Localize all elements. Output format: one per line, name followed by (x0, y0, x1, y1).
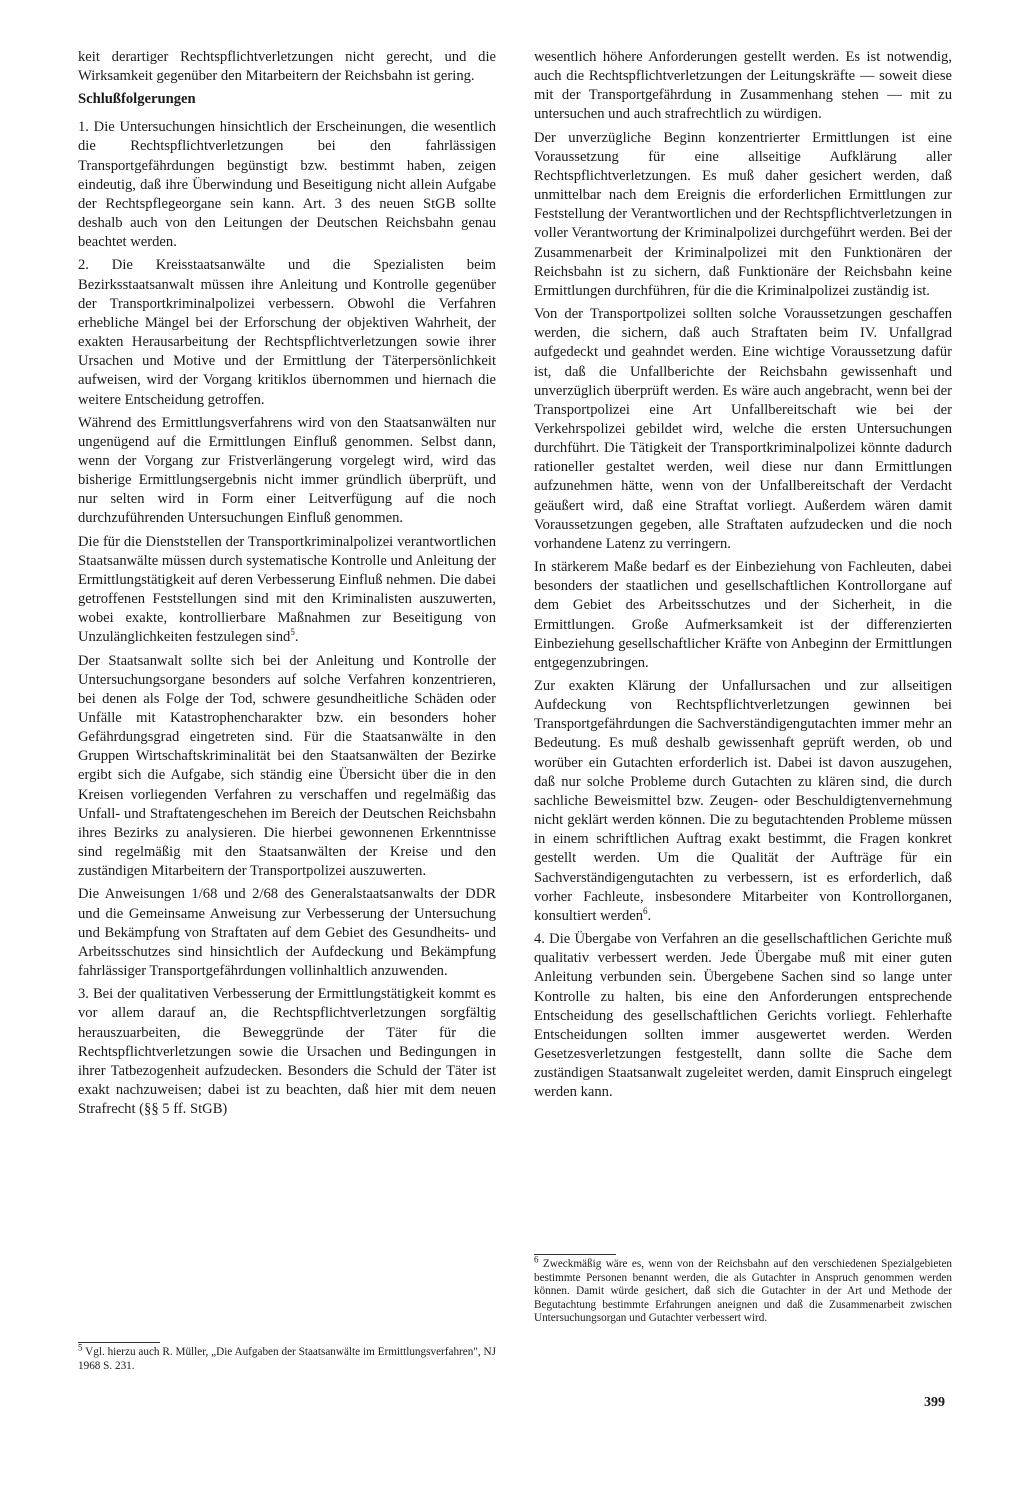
footnote-text: Vgl. hierzu auch R. Müller, „Die Aufgaben der Staatsanwälte im Ermittlungsverfahren", NJ 1968 S. 231. (78, 1346, 496, 1372)
paragraph: In stärkerem Maße bedarf es der Einbeziehung von Fachleuten, dabei besonders der staatlichen und gesellschaftlichen Kontrollorgane auf dem Gebiet des Arbeitsschutzes und der Sicherheit, in die Ermittlungen. Große Aufmerksamkeit ist der differenzierten Einbeziehung gesellschaftlicher Kräfte von Anbeginn der Ermittlungen entgegenzubringen. (534, 559, 952, 671)
footnote-divider (78, 1342, 160, 1343)
paragraph-point-3: 3. Bei der qualitativen Verbesserung der Ermittlungstätigkeit kommt es vor allem darauf an, die Rechtspflichtverletzungen sorgfältig herauszuarbeiten, die Beweggründe der Täter für die Rechtspflichtverletzungen sowie die Ursachen und Bedingungen in ihrer Tatbezogenheit aufzudecken. Besonders die Schuld der Täter ist exakt nachzuweisen; dabei ist zu beachten, daß hier mit dem neuen Strafrecht (§§ 5 ff. StGB) (78, 986, 496, 1118)
footnote-5 (78, 1342, 496, 1373)
paragraph: Die Anweisungen 1/68 und 2/68 des Generalstaatsanwalts der DDR und die Gemeinsame Anweisung zur Verbesserung der Untersuchung und Bekämpfung von Straftaten auf dem Gebiet des Gesundheits- und Arbeitsschutzes sind hinsichtlich der Aufdeckung und Bekämpfung fahrlässiger Transportgefährdungen vollinhaltlich anzuwenden. (78, 886, 496, 980)
footnote-divider (534, 1254, 616, 1255)
paragraph-point-4: 4. Die Übergabe von Verfahren an die gesellschaftlichen Gerichte muß qualitativ verbessert werden. Jede Übergabe muß mit einer guten Anleitung verbunden sein. Übergebene Sachen sind so lange unter Kontrolle zu halten, bis eine den Anforderungen entsprechende Entscheidung des gesellschaftlichen Gerichts vorliegt. Fehlerhafte Entscheidungen sollten immer ausgewertet werden. Werden Gesetzesverletzungen festgestellt, dann sollte die Sache dem zuständigen Staatsanwalt zugeleitet werden, damit Einspruch eingelegt werden kann. (534, 931, 952, 1101)
paragraph: Während des Ermittlungsverfahrens wird von den Staatsanwälten nur ungenügend auf die Ermittlungen Einfluß genommen. Selbst dann, wenn der Vorgang zur Fristverlängerung vorgelegt wird, wird das bisherige Ermittlungsergebnis nicht immer gründlich überprüft, und nur selten wird in Form einer Leitverfügung auf die noch durchzuführenden Untersuchungen Einfluß genommen. (78, 414, 496, 527)
footnote-ref-5: 5 (290, 627, 295, 638)
left-column (78, 48, 496, 1123)
paragraph: Der unverzügliche Beginn konzentrierter Ermittlungen ist eine Voraussetzung für eine allseitige Aufklärung aller Rechtspflichtverletzungen. Es muß daher gesichert werden, daß unmittelbar nach dem Ereignis die erforderlichen Ermittlungen zur Feststellung der Verantwortlichen und der Rechtspflichtverletzungen in voller Verantwortung der Kriminalpolizei durchgeführt werden. Bei der Zusammenarbeit der Kriminalpolizei mit den Funktionären der Reichsbahn ist zu sichern, daß Funktionäre der Reichsbahn keine Ermittlungen durchführen, für die die Kriminalpolizei zuständig ist. (534, 129, 952, 299)
paragraph: Von der Transportpolizei sollten solche Voraussetzungen geschaffen werden, die sichern, daß auch Straftaten beim IV. Unfallgrad aufgedeckt und geahndet werden. Eine wichtige Voraussetzung dafür ist, daß die Unfallberichte der Reichsbahn gewissenhaft und unverzüglich überprüft werden. Es wäre auch angebracht, wenn bei der Transportpolizei eine Art Unfallbereitschaft wie bei der Verkehrspolizei gebildet wird, welche die ersten Untersuchungen durchführt. Die Tätigkeit der Transportkriminalpolizei könnte dadurch rationeller gestaltet werden, weil diese nur dann Ermittlungen aufzunehmen hätte, wenn von der Unfallbereitschaft der Verdacht geäußert wird, daß eine Straftat vorliegt. Außerdem wären damit Voraussetzungen gegeben, alle Straftaten aufzudecken und die noch vorhandene Latenz zu verringern. (534, 306, 952, 552)
paragraph-continuation: keit derartiger Rechtspflichtverletzungen nicht gerecht, und die Wirksamkeit gegenüber den Mitarbeitern der Reichsbahn ist gering. (78, 49, 496, 85)
paragraph-text: Zur exakten Klärung der Unfallursachen und zur allseitigen Aufdeckung von Rechtspflichtverletzungen gewinnen bei Transportgefährdungen die Sachverständigengutachten immer mehr an Bedeutung. Es muß deshalb gewissenhaft geprüft werden, ob und worüber ein Gutachten erforderlich ist. Dabei ist davon auszugehen, daß nur solche Probleme durch Gutachten zu klären sind, die durch sachliche Beweismittel bzw. Zeugen- oder Beschuldigtenvernehmung nicht geklärt werden können. Die zu begutachtenden Probleme müssen in einem schriftlichen Auftrag exakt bestimmt, die Fragen konkret gestellt werden. Um die Qualität der Aufträge für ein Sachverständigengutachten zu verbessern, ist es erforderlich, daß vorher Fachleute, insbesondere Mitarbeiter von Kontrollorganen, konsultiert werden (534, 678, 952, 924)
paragraph-with-footnote-ref: Die für die Dienststellen der Transportkriminalpolizei verantwortlichen Staatsanwälte müssen durch systematische Kontrolle und Anleitung der Ermittlungstätigkeit auf deren Verbesserung Einfluß nehmen. Die dabei getroffenen Feststellungen sind mit den Kriminalisten auszuwerten, wobei exakte, kontrollierbare Maßnahmen zur Beseitigung von Unzulänglichkeiten festzulegen sind$^5$. (78, 533, 496, 646)
paragraph: Der Staatsanwalt sollte sich bei der Anleitung und Kontrolle der Untersuchungsorgane besonders auf solche Verfahren konzentrieren, bei denen als Folge der Tod, schwere gesundheitliche Schäden oder Unfälle mit Katastrophencharakter bzw. ein besonders hoher Gefährdungsgrad eingetreten sind. Für die Staatsanwälte in den Gruppen Wirtschaftskriminalität bei den Staatsanwälten der Bezirke ergibt sich die Aufgabe, sich ständig eine Übersicht über die in den Kreisen vorliegenden Verfahren zu verschaffen und regelmäßig das Unfall- und Straftatengeschehen im Bereich der Deutschen Reichsbahn ihres Bezirks zu analysieren. Die hierbei gewonnenen Erkenntnisse sind regelmäßig mit den Staatsanwälten der Kreise und den zuständigen Mitarbeitern der Transportpolizei auszuwerten. (78, 652, 496, 880)
footnote-text: Zweckmäßig wäre es, wenn von der Reichsbahn auf den verschiedenen Spezialgebieten bestimmte Personen benannt werden, die als Gutachter in Anspruch genommen werden können. Damit würde gesichert, daß sich die Gutachter in der Art und Methode der Begutachtung bestimmte Erfahrungen aneignen und daß die Zusammenarbeit zwischen Untersuchungsorgan und Gutachter verbessert wird. (534, 1258, 953, 1325)
paragraph-point-2: 2. Die Kreisstaatsanwälte und die Spezialisten beim Bezirksstaatsanwalt müssen ihre Anleitung und Kontrolle gegenüber der Transportkriminalpolizei verbessern. Obwohl die Verfahren erhebliche Mängel bei der Erforschung der objektiven Wahrheit, der exakten Herausarbeitung der Rechtspflichtverletzungen sowie ihrer Ursachen und Motive und der Ermittlung der Täterpersönlichkeit aufweisen, wird der Vorgang kritiklos übernommen und hiernach die weitere Entscheidung getroffen. (78, 257, 496, 408)
paragraph-text: Die für die Dienststellen der Transportkriminalpolizei verantwortlichen Staatsanwälte müssen durch systematische Kontrolle und Anleitung der Ermittlungstätigkeit auf deren Verbesserung Einfluß nehmen. Die dabei getroffenen Feststellungen sind mit den Kriminalisten auszuwerten, wobei exakte, kontrollierbare Maßnahmen zur Beseitigung von Unzulänglichkeiten festzulegen sind (78, 533, 496, 646)
paragraph-with-footnote-ref: Zur exakten Klärung der Unfallursachen und zur allseitigen Aufdeckung von Rechtspflichtverletzungen gewinnen bei Transportgefährdungen die Sachverständigengutachten immer mehr an Bedeutung. Es muß deshalb gewissenhaft geprüft werden, ob und worüber ein Gutachten erforderlich ist. Dabei ist davon auszugehen, daß nur solche Probleme durch Gutachten zu klären sind, die durch sachliche Beweismittel bzw. Zeugen- oder Beschuldigtenvernehmung nicht geklärt werden können. Die zu begutachtenden Probleme müssen in einem schriftlichen Auftrag exakt bestimmt, die Fragen konkret gestellt werden. Um die Qualität der Aufträge für ein Sachverständigengutachten zu verbessern, ist es erforderlich, daß vorher Fachleute, insbesondere Mitarbeiter von Kontrollorganen, konsultiert werden$^6$. (534, 678, 952, 924)
footnote-ref-6: 6 (643, 906, 648, 917)
footnote-number: 5 (78, 1342, 83, 1353)
paragraph-point-1: 1. Die Untersuchungen hinsichtlich der Erscheinungen, die wesentlich die Rechtspflichtverletzungen bei den fahrlässigen Transportgefährdungen begünstigt bzw. bestimmt haben, zeigen eindeutig, daß ihre Überwindung und Beseitigung nicht allein Aufgabe der Rechtspflegeorgane sein kann. Art. 3 des neuen StGB sollte deshalb auch von den Leitungen der Deutschen Reichsbahn genau beachtet werden. (78, 119, 496, 251)
footnote-6 (534, 1254, 953, 1326)
paragraph-continuation: wesentlich höhere Anforderungen gestellt werden. Es ist notwendig, auch die Rechtspflichtverletzungen der Leitungskräfte — soweit diese mit der Transportgefährdung in Zusammenhang stehen — mit zu untersuchen und auch strafrechtlich zu würdigen. (534, 49, 952, 123)
footnote-number: 6 (534, 1254, 539, 1265)
section-heading: Schlußfolgerungen (78, 91, 196, 108)
page-number: 399 (924, 1395, 945, 1410)
right-column (534, 48, 952, 1106)
